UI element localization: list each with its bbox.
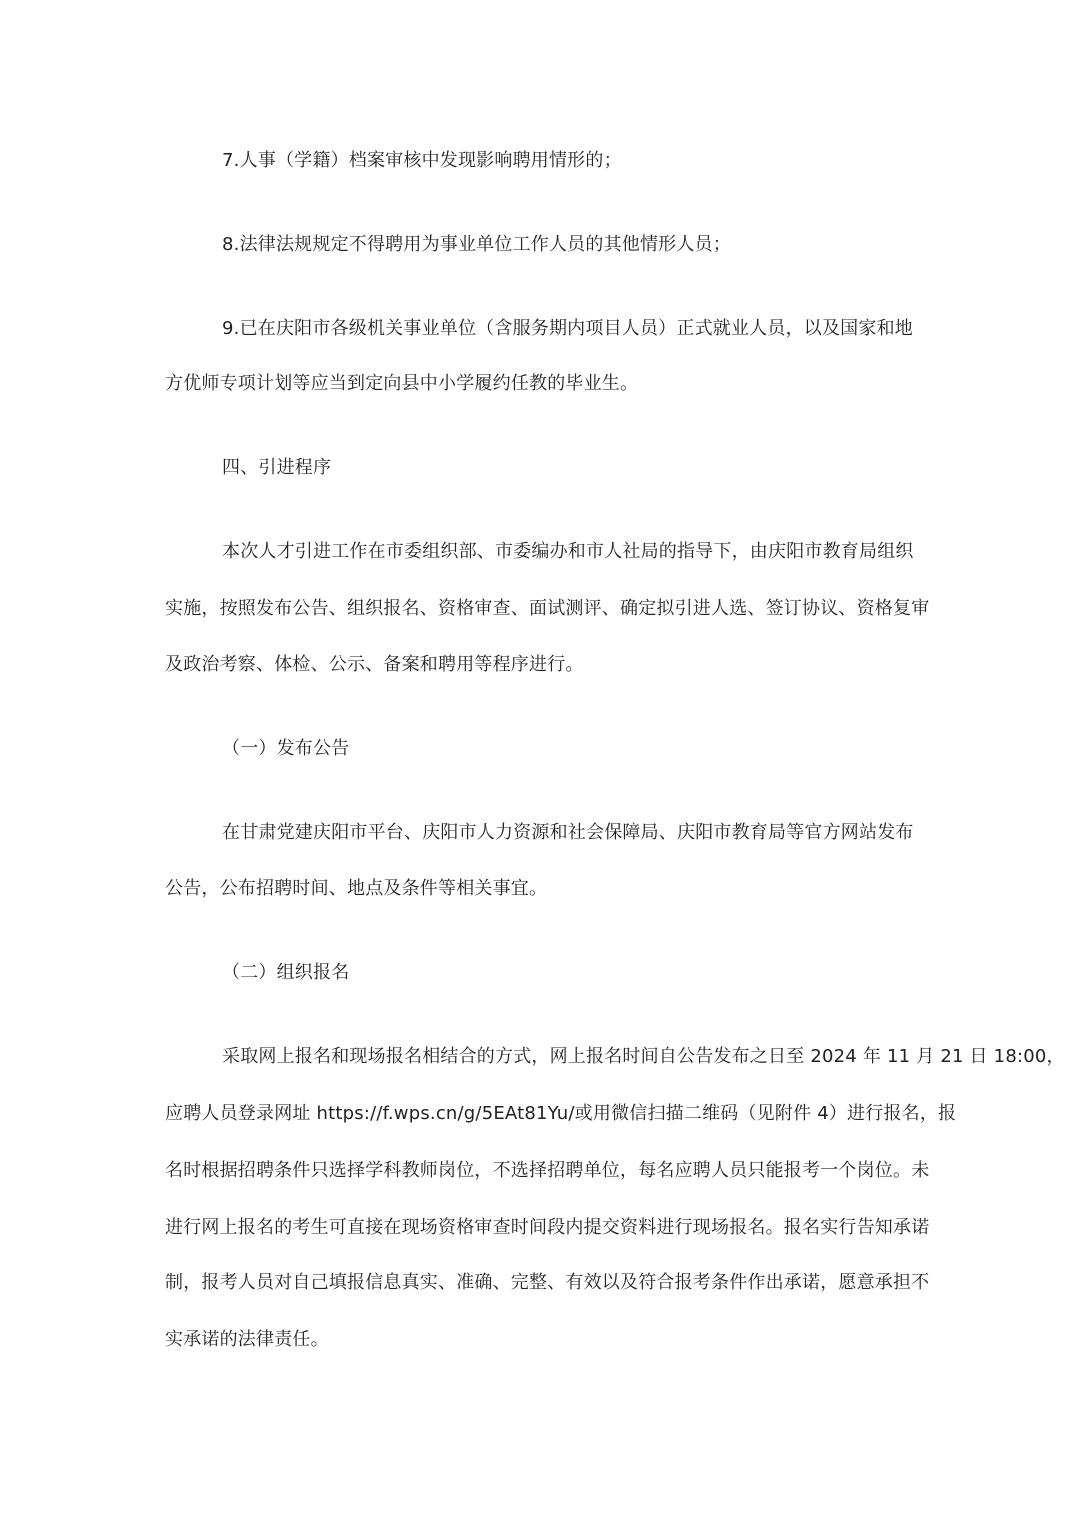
- section-4-intro-line-3: 及政治考察、体检、公示、备案和聘用等程序进行。: [165, 654, 584, 675]
- subsection-2-body-line-4: 进行网上报名的考生可直接在现场资格审查时间段内提交资料进行现场报名。报名实行告知承诺: [165, 1217, 930, 1238]
- subsection-2-body-line-3: 名时根据招聘条件只选择学科教师岗位，不选择招聘单位，每名应聘人员只能报考一个岗位。未: [165, 1160, 930, 1181]
- section-4-title: 四、引进程序: [222, 457, 332, 478]
- subsection-2-body-line-1: 采取网上报名和现场报名相结合的方式，网上报名时间自公告发布之日至 2024 年 11 月 21 日 18:00，: [222, 1046, 1065, 1067]
- item-7: 7.人事（学籍）档案审核中发现影响聘用情形的；: [222, 150, 622, 171]
- subsection-2-body-line-6: 实承诺的法律责任。: [165, 1329, 329, 1350]
- subsection-1-body-line-2: 公告，公布招聘时间、地点及条件等相关事宜。: [165, 878, 548, 899]
- subsection-2-title: （二）组织报名: [222, 962, 350, 983]
- item-9-line-2: 方优师专项计划等应当到定向县中小学履约任教的毕业生。: [165, 373, 639, 394]
- item-8: 8.法律法规规定不得聘用为事业单位工作人员的其他情形人员；: [222, 234, 731, 255]
- item-9-line-1: 9.已在庆阳市各级机关事业单位（含服务期内项目人员）正式就业人员，以及国家和地: [222, 318, 913, 339]
- subsection-2-body-line-2: 应聘人员登录网址 https://f.wps.cn/g/5EAt81Yu/或用微信扫描二维码（见附件 4）进行报名，报: [165, 1103, 957, 1124]
- subsection-1-body-line-1: 在甘肃党建庆阳市平台、庆阳市人力资源和社会保障局、庆阳市教育局等官方网站发布: [222, 822, 914, 843]
- subsection-2-body-line-5: 制，报考人员对自己填报信息真实、准确、完整、有效以及符合报考条件作出承诺，愿意承担不: [165, 1272, 930, 1293]
- section-4-intro-line-2: 实施，按照发布公告、组织报名、资格审查、面试测评、确定拟引进人选、签订协议、资格复审: [165, 598, 930, 619]
- subsection-1-title: （一）发布公告: [222, 738, 350, 759]
- section-4-intro-line-1: 本次人才引进工作在市委组织部、市委编办和市人社局的指导下，由庆阳市教育局组织: [222, 541, 914, 562]
